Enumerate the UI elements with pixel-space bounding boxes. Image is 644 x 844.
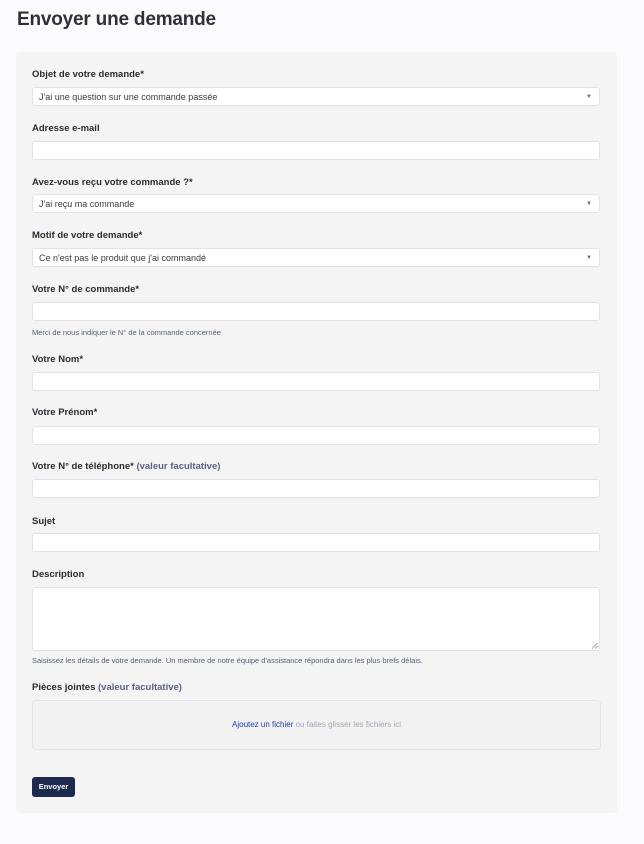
description-textarea[interactable] bbox=[32, 587, 600, 651]
received-order-select[interactable] bbox=[32, 194, 600, 213]
received-order-value: J'ai reçu ma commande bbox=[39, 199, 135, 209]
first-name-label: Votre Prénom* bbox=[32, 407, 98, 418]
subject-field[interactable] bbox=[32, 533, 600, 552]
attachments-dropzone[interactable] bbox=[32, 700, 601, 750]
phone-label: Votre N° de téléphone* (valeur facultative) bbox=[32, 461, 221, 472]
subject-request-value: J'ai une question sur une commande passée bbox=[39, 92, 218, 102]
order-number-label: Votre N° de commande* bbox=[32, 284, 140, 295]
request-form bbox=[16, 52, 617, 813]
order-number-field[interactable] bbox=[32, 302, 600, 321]
description-hint: Saisissez les détails de votre demande. Un membre de notre équipe d'assistance répondra dans les plus brefs délais. bbox=[32, 656, 423, 665]
page-title: Envoyer une demande bbox=[17, 9, 216, 30]
subject-label: Sujet bbox=[32, 516, 56, 527]
add-file-link[interactable]: Ajoutez un fichier bbox=[232, 720, 294, 729]
phone-field[interactable] bbox=[32, 479, 600, 498]
subject-request-label: Objet de votre demande* bbox=[32, 69, 144, 80]
reason-value: Ce n'est pas le produit que j'ai commandé bbox=[39, 253, 207, 263]
description-label: Description bbox=[32, 569, 85, 580]
first-name-field[interactable] bbox=[32, 426, 600, 445]
attachments-label: Pièces jointes (valeur facultative) bbox=[32, 682, 182, 693]
order-number-hint: Merci de nous indiquer le N° de la commande concernée bbox=[32, 328, 221, 337]
chevron-down-icon: ▼ bbox=[586, 201, 592, 207]
subject-request-select[interactable] bbox=[32, 87, 600, 106]
chevron-down-icon: ▼ bbox=[586, 255, 592, 261]
chevron-down-icon: ▼ bbox=[586, 94, 592, 100]
submit-button[interactable]: Envoyer bbox=[32, 777, 75, 797]
drop-files-text: ou faites glisser les fichiers ici bbox=[295, 720, 401, 729]
last-name-field[interactable] bbox=[32, 372, 600, 391]
email-label: Adresse e-mail bbox=[32, 123, 100, 134]
reason-label: Motif de votre demande* bbox=[32, 230, 143, 241]
last-name-label: Votre Nom* bbox=[32, 354, 84, 365]
received-order-label: Avez-vous reçu votre commande ?* bbox=[32, 177, 193, 188]
resize-handle-icon[interactable] bbox=[591, 642, 598, 649]
email-field[interactable] bbox=[32, 141, 600, 160]
reason-select[interactable] bbox=[32, 248, 600, 267]
